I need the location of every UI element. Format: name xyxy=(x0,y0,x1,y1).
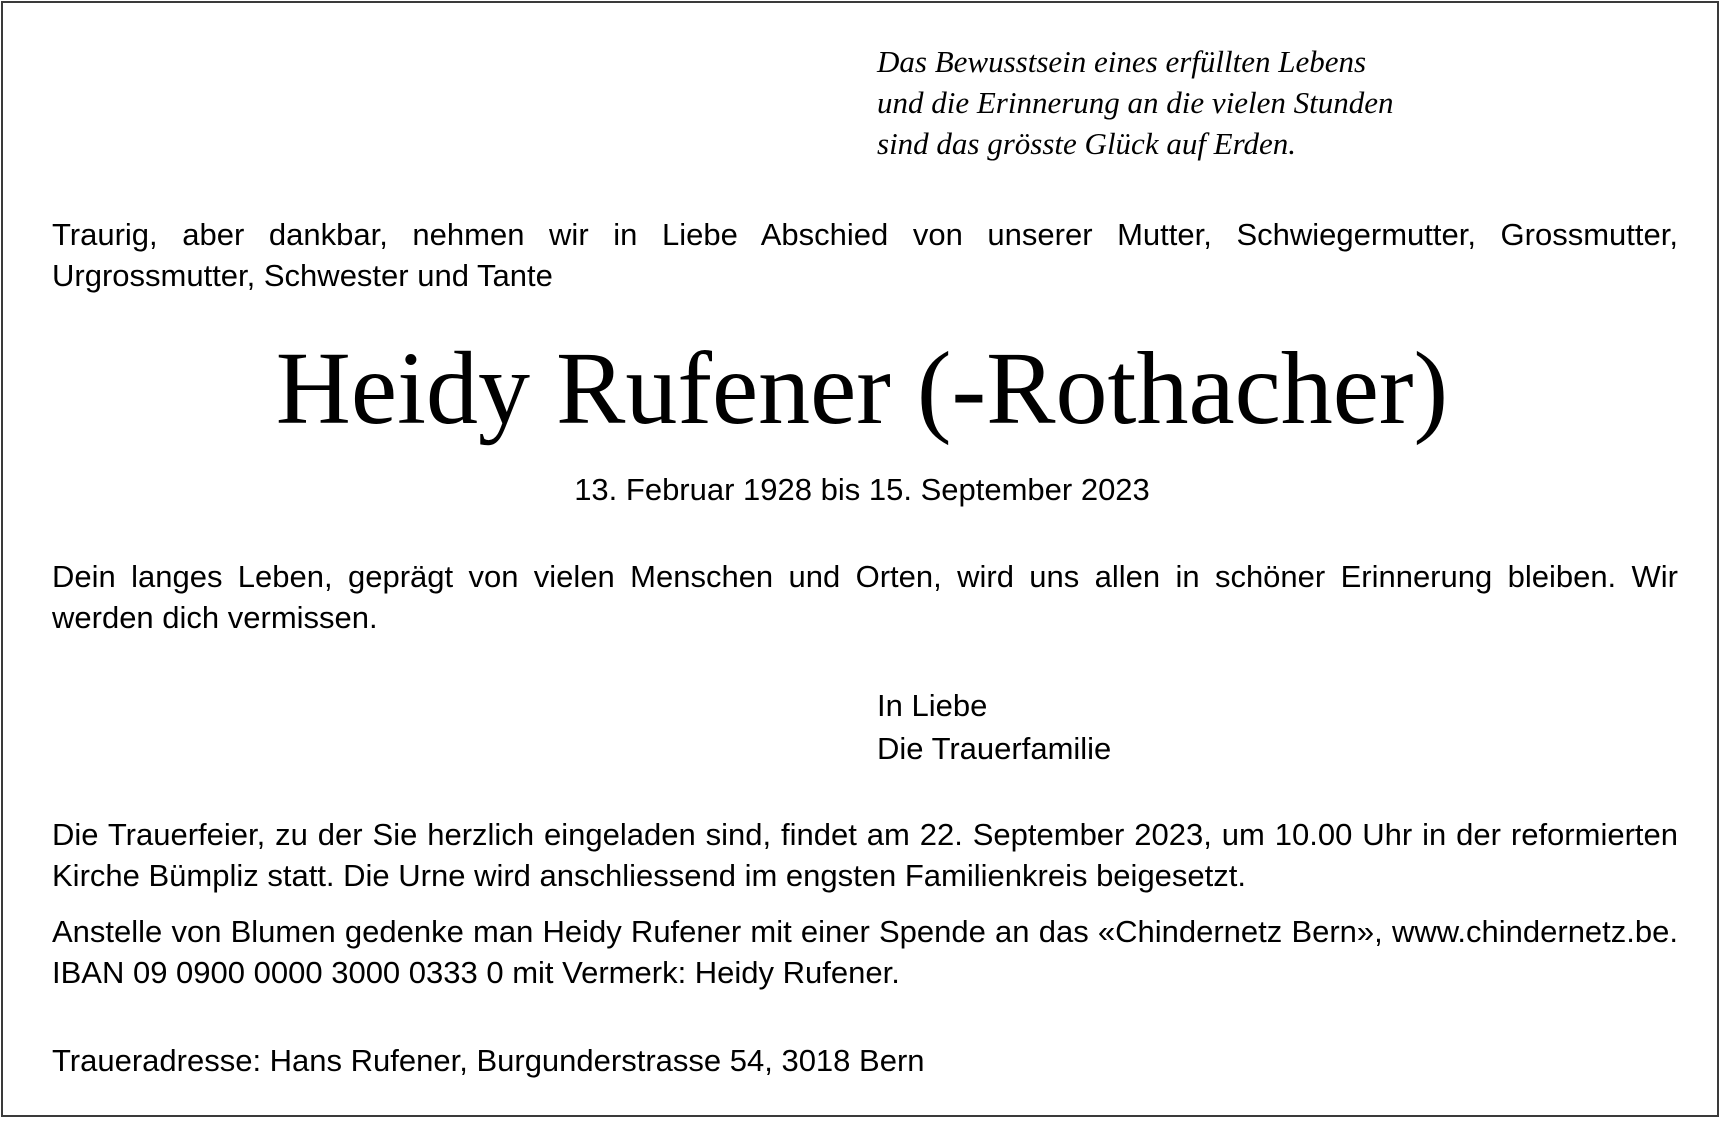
service-paragraph: Die Trauerfeier, zu der Sie herzlich eingeladen sind, findet am 22. September 2023, um 10.00 Uhr in der reformierten Kirche Bümpliz statt. Die Urne wird anschliessend im engsten Familienkreis beigesetzt. xyxy=(52,817,1678,893)
deceased-name: Heidy Rufener (-Rothacher) xyxy=(275,331,1449,446)
memorial-quote xyxy=(877,41,1557,164)
signoff xyxy=(877,684,1111,770)
quote-line-1: Das Bewusstsein eines erfüllten Lebens xyxy=(877,44,1367,79)
intro-paragraph: Traurig, aber dankbar, nehmen wir in Liebe Abschied von unserer Mutter, Schwiegermutter, Grossmutter, Urgrossmutter, Schwester und Tante xyxy=(52,217,1678,293)
signoff-family: Die Trauerfamilie xyxy=(877,731,1112,766)
life-dates: 13. Februar 1928 bis 15. September 2023 xyxy=(574,472,1150,507)
signoff-line-1: In Liebe xyxy=(877,688,988,723)
donation-paragraph: Anstelle von Blumen gedenke man Heidy Rufener mit einer Spende an das «Chindernetz Bern», www.chindernetz.be. IBAN 09 0900 0000 3000 0333 0 mit Vermerk: Heidy Rufener. xyxy=(52,914,1678,990)
memory-paragraph: Dein langes Leben, geprägt von vielen Menschen und Orten, wird uns allen in schöner Erinnerung bleiben. Wir werden dich vermissen. xyxy=(52,559,1678,635)
quote-line-3: sind das grösste Glück auf Erden. xyxy=(877,126,1297,161)
mourning-address: Traueradresse: Hans Rufener, Burgunderstrasse 54, 3018 Bern xyxy=(52,1043,925,1078)
obituary-notice xyxy=(1,1,1719,1117)
quote-line-2: und die Erinnerung an die vielen Stunden xyxy=(877,85,1394,120)
